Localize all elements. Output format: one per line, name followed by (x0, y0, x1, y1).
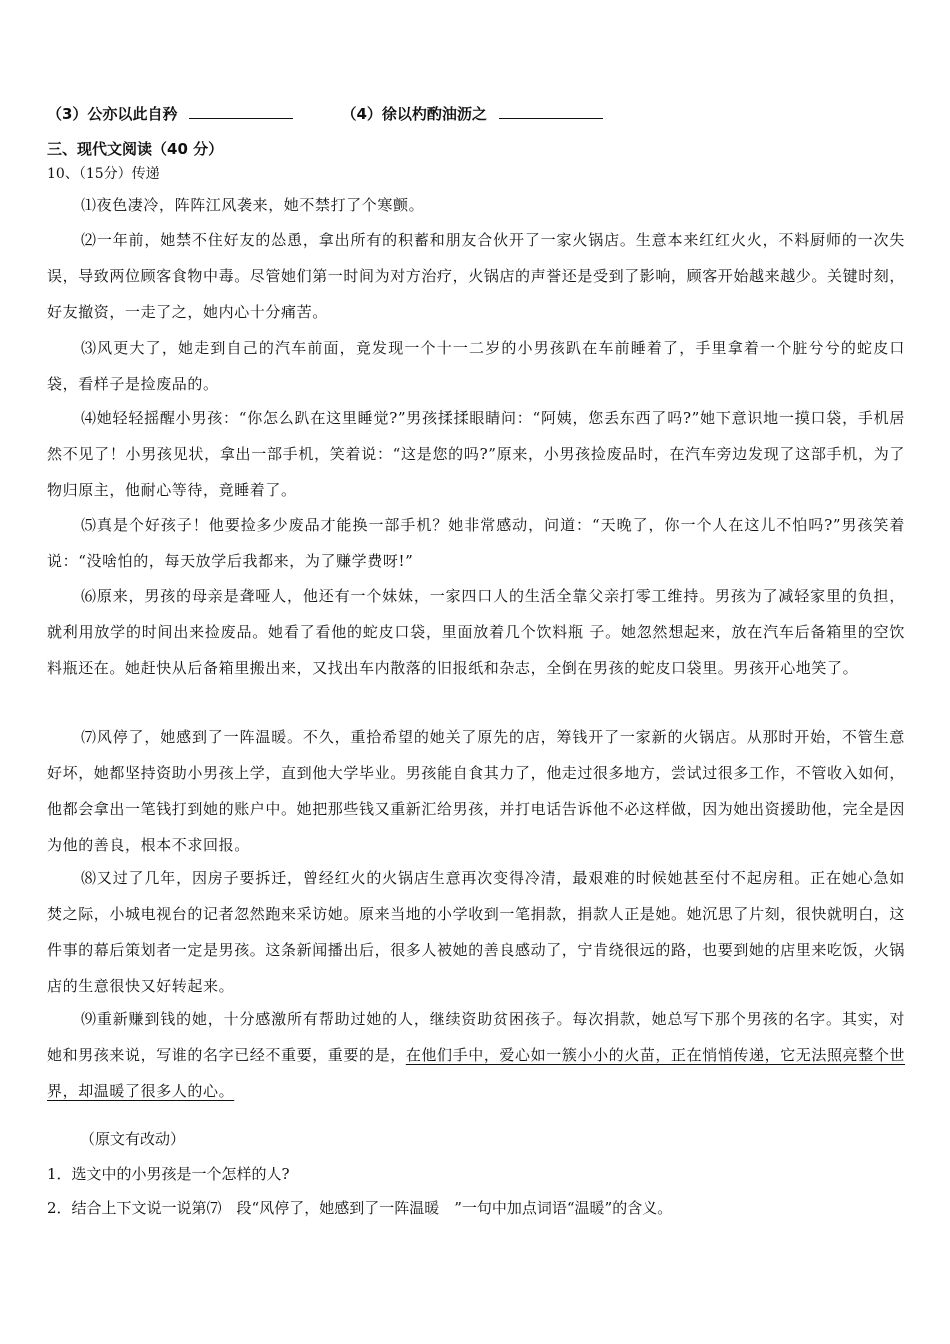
item-3-text: （3）公亦以此自矜 (47, 105, 178, 123)
items-3-4 (47, 103, 903, 124)
question-2: 2．结合上下文说一说第⑺ 段“风停了，她感到了一阵温暖 ”一句中加点词语“温暖”的含义。 (47, 1199, 673, 1217)
paragraph-7: ⑺风停了，她感到了一阵温暖。不久，重拾希望的她关了原先的店，筹钱开了一家新的火锅店。从那时开始，不管生意好坏，她都坚持资助小男孩上学，直到他大学毕业。男孩能自食其力了，他走过很多地方，尝试过很多工作，不管收入如何，他都会拿出一笔钱打到她的账户中。她把那些钱又重新汇给男孩，并打电话告诉他不必这样做，因为她出资援助他，完全是因为他的善良，根本不求回报。 (47, 728, 906, 854)
paragraph-9-underlined-sentence: 在他们手中，爱心如一簇小小的火苗，正在悄悄传递，它无法照亮整个世界，却温暖了很多人的心。 (47, 1046, 906, 1100)
paragraph-9-text: ⑼重新赚到钱的她，十分感激所有帮助过她的人，继续资助贫困孩子。每次捐款，她总写下那个男孩的名字。其实，对她和男孩来说，写谁的名字已经不重要，重要的是， (47, 1010, 905, 1064)
item-4-text: （4）徐以杓酌油沥之 (341, 105, 487, 123)
section-title: 三、现代文阅读（40 分） (47, 140, 224, 158)
paragraph-4: ⑷她轻轻摇醒小男孩：“你怎么趴在这里睡觉?”男孩揉揉眼睛问：“阿姨，您丢东西了吗?”她下意识地一摸口袋，手机居然不见了！小男孩见状，拿出一部手机，笑着说：“这是您的吗?”原来，小男孩捡废品时，在汽车旁边发现了这部手机，为了物归原主，他耐心等待，竟睡着了。 (47, 409, 905, 499)
question-1: 1．选文中的小男孩是一个怎样的人? (47, 1165, 290, 1183)
question-10-heading: 10、（15分）传递 (47, 166, 160, 182)
paragraph-6: ⑹原来，男孩的母亲是聋哑人，他还有一个妹妹，一家四口人的生活全靠父亲打零工维持。男孩为了减轻家里的负担，就利用放学的时间出来捡废品。她看了看他的蛇皮口袋，里面放着几个饮料瓶 子。她忽然想起来，放在汽车后备箱里的空饮料瓶还在。她赶快从后备箱里搬出来，又找出车内散落的旧报纸和杂志，全倒在男孩的蛇皮口袋里。男孩开心地笑了。 (47, 587, 905, 677)
paragraph-9 (47, 1001, 905, 1109)
paragraph-8: ⑻又过了几年，因房子要拆迁，曾经红火的火锅店生意再次变得冷清，最艰难的时候她甚至付不起房租。正在她心急如焚之际，小城电视台的记者忽然跑来采访她。原来当地的小学收到一笔捐款，捐款人正是她。她沉思了片刻，很快就明白，这件事的幕后策划者一定是男孩。这条新闻播出后，很多人被她的善良感动了，宁肯绕很远的路，也要到她的店里来吃饭，火锅店的生意很快又好转起来。 (47, 869, 906, 995)
paragraph-1: ⑴夜色凄冷，阵阵江风袭来，她不禁打了个寒颤。 (81, 196, 425, 214)
source-note: （原文有改动） (80, 1130, 186, 1148)
paragraph-3: ⑶风更大了，她走到自己的汽车前面，竟发现一个十一二岁的小男孩趴在车前睡着了，手里拿着一个脏兮兮的蛇皮口袋，看样子是捡废品的。 (47, 339, 905, 393)
paragraph-5: ⑸真是个好孩子！他要捡多少废品才能换一部手机？她非常感动，问道：“天晚了，你一个人在这儿不怕吗?”男孩笑着说：“没啥怕的，每天放学后我都来，为了赚学费呀!” (47, 516, 905, 570)
paragraph-2: ⑵一年前，她禁不住好友的怂恿，拿出所有的积蓄和朋友合伙开了一家火锅店。生意本来红红火火，不料厨师的一次失误，导致两位顾客食物中毒。尽管她们第一时间为对方治疗，火锅店的声誉还是受到了影响，顾客开始越来越少。关键时刻，好友撤资，一走了之，她内心十分痛苦。 (47, 231, 906, 321)
answer-blank-3[interactable] (189, 105, 293, 119)
answer-blank-4[interactable] (499, 105, 603, 119)
